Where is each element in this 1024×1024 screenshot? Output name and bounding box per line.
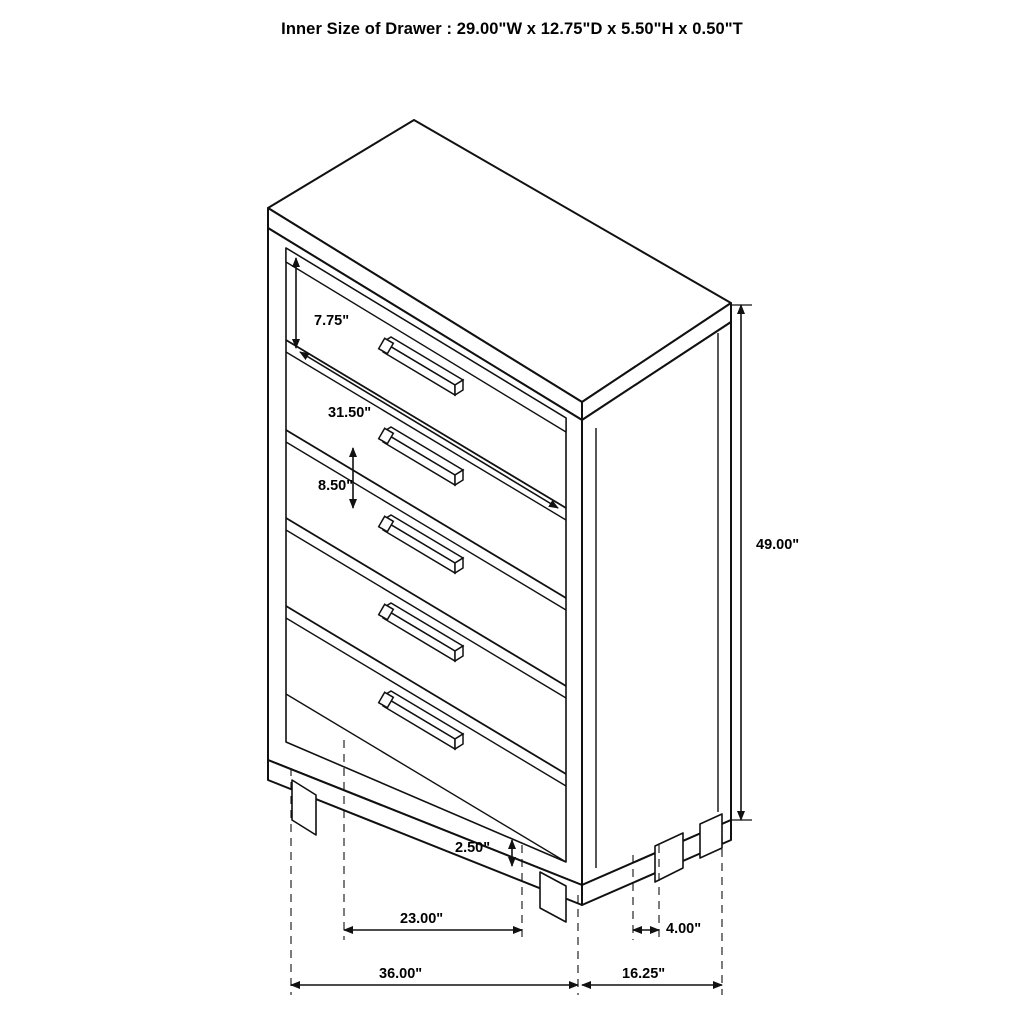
dim-label-base-height: 2.50" xyxy=(455,840,491,856)
page-title: Inner Size of Drawer : 29.00"W x 12.75"D x 5.50"H x 0.50"T xyxy=(281,20,743,38)
dim-label-drawer-width: 31.50" xyxy=(328,405,372,421)
dim-label-overall-width: 36.00" xyxy=(379,966,423,982)
dim-label-foot-depth: 4.00" xyxy=(666,921,702,937)
dim-label-overall-depth: 16.25" xyxy=(622,966,666,982)
dim-label-overall-height: 49.00" xyxy=(756,537,800,553)
dim-label-foot-span: 23.00" xyxy=(400,911,444,927)
dim-label-drawer-opening-height: 8.50" xyxy=(318,478,354,494)
dim-label-top-drawer-offset: 7.75" xyxy=(314,313,350,329)
chest-body xyxy=(268,120,731,922)
